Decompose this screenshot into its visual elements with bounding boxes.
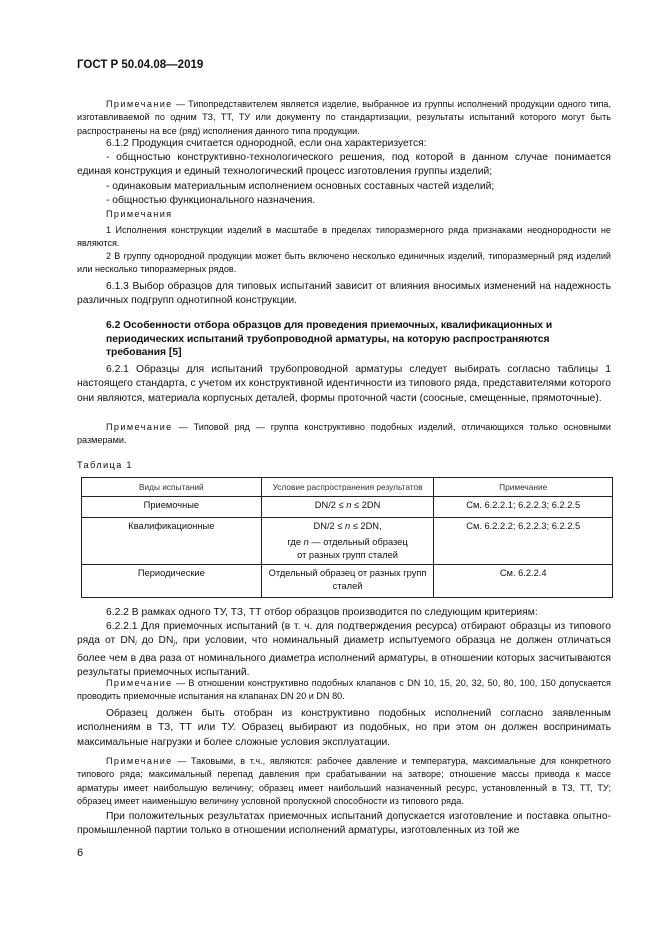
note-1: 1 Исполнения конструкции изделий в масштабе в пределах типоразмерного ряда признаками неоднородности не являются.	[77, 225, 611, 249]
note-label: Примечание	[106, 756, 173, 766]
cell-test-type: Периодические	[82, 565, 262, 598]
table-caption: Таблица 1	[77, 460, 133, 470]
list-item: - одинаковым материальным исполнением основных составных частей изделий;	[106, 181, 495, 192]
condition-text: где	[287, 537, 304, 547]
condition-text: ≤ 2DN,	[350, 521, 382, 531]
header-test-types: Виды испытаний	[82, 478, 262, 497]
condition-line	[266, 536, 430, 549]
para-text: , при условии, что номинальный диаметр испытуемого образца не должен отличаться более чем в два раза от номинального диаметра исполнений арматуры, в отношении которых засчитываются результаты приемочных испытаний.	[77, 635, 611, 679]
cell-condition	[261, 518, 434, 565]
notes-label: Примечания	[106, 209, 173, 219]
para-6-1-2-intro: 6.1.2 Продукция считается однородной, если она характеризуется:	[106, 138, 427, 149]
note-label: Примечание	[106, 678, 173, 688]
cell-condition: Отдельный образец от разных групп сталей	[261, 565, 434, 598]
para-sample: Образец должен быть отобран из конструктивно подобных исполнений согласно заявленным исполнениям в ТЗ, ТТ или ТУ. Образец выбирают из подобных, но при этом он должен воспринимать максимальные нагрузки и более сложные условия эксплуатации.	[77, 708, 611, 748]
para-text: до DN	[136, 635, 174, 647]
list-item: - общностью конструктивно-технологического решения, под которой в данном случае понимается единая конструкция и единый технологический процесс изготовления группы изделий;	[77, 152, 611, 178]
para-6-2-2-1	[77, 620, 611, 681]
subscript: j	[173, 640, 175, 648]
condition-text: — отдельный образец	[308, 537, 408, 547]
note-text: — Таковыми, в т.ч., являются: рабочее давление и температура, максимальные для конкретного типового ряда; максимальный перепад давления при срабатывании на затворе; отношение массы привода к массе арматуры имеет наибольшую величину; образец имеет наибольший назначенный ресурс, установленный в ТЗ, ТТ, ТУ; образец имеет наименьшую величину условной пропускной способности из типового ряда.	[77, 756, 611, 806]
para-6-2-2: 6.2.2 В рамках одного ТУ, ТЗ, ТТ отбор образцов производится по следующим критериям:	[106, 607, 538, 618]
header-condition: Условие распространения результатов	[261, 478, 434, 497]
note-type-row	[77, 421, 611, 448]
note-text: — Типопредставителем является изделие, выбранное из группы исполнений продукции одного типа, изготавливаемой по одним ТЗ, ТТ, ТУ или документу по стандартизации, результаты испытаний которого могут быть распространены на все (ряд) исполнения данного типа продукции.	[77, 99, 611, 136]
para-text: 6.2.2.1 Для приемочных испытаний (в т. ч. для подтверждения ресурса) отбирают образцы из типового ряда от DN	[77, 621, 611, 647]
note-text: — В отношении конструктивно подобных клапанов с DN 10, 15, 20, 32, 50, 80, 100, 150 допускается проводить приемочные испытания на клапанах DN 20 и DN 80.	[77, 678, 611, 702]
note-2: 2 В группу однородной продукции может быть включено несколько единичных изделий, типоразмерный ряд изделий или несколько типоразмерных рядов.	[77, 251, 611, 275]
cell-test-type: Приемочные	[82, 497, 262, 518]
note-conditions	[77, 755, 611, 808]
condition-line: от разных групп сталей	[297, 550, 398, 560]
note-label: Примечание	[106, 99, 173, 109]
para-6-2-1: 6.2.1 Образцы для испытаний трубопроводной арматуры следует выбирать согласно таблицы 1 настоящего стандарта, с учетом их конструктивной идентичности из типового ряда, представителями которого они являются, материала корпусных деталей, формы проточной части (соосные, смещенные, прямоточные).	[77, 364, 611, 404]
note-type-representative	[77, 98, 611, 138]
cell-condition	[261, 497, 434, 518]
condition-var: n	[344, 521, 351, 531]
header-note: Примечание	[434, 478, 613, 497]
cell-note: См. 6.2.2.2; 6.2.2.3; 6.2.2.5	[434, 518, 613, 565]
document-header: ГОСТ Р 50.04.08—2019	[77, 59, 204, 71]
table-row	[82, 518, 613, 565]
condition-line	[266, 520, 430, 533]
condition-var: n	[303, 537, 309, 547]
condition-text: DN/2 ≤	[313, 521, 345, 531]
para-6-1-3: 6.1.3 Выбор образцов для типовых испытаний зависит от влияния вносимых изменений на надежность различных подгрупп однотипной конструкции.	[77, 281, 611, 307]
cell-note: См. 6.2.2.1; 6.2.2.3; 6.2.2.5	[434, 497, 613, 518]
table-row	[82, 565, 613, 598]
condition-text: ≤ 2DN	[351, 500, 381, 510]
sampling-table	[81, 477, 613, 598]
table-row	[82, 497, 613, 518]
cell-note: См. 6.2.2.4	[434, 565, 613, 598]
subscript: i	[135, 640, 137, 648]
list-item: - общностью функционального назначения.	[106, 195, 316, 206]
cell-test-type: Квалификационные	[82, 518, 262, 565]
page-number: 6	[77, 847, 84, 859]
condition-var: n	[346, 500, 352, 510]
section-heading-6-2: 6.2 Особенности отбора образцов для проведения приемочных, квалификационных и периодических испытаний трубопроводной арматуры, на которую распространяются требования [5]	[106, 320, 553, 358]
note-text: — Типовой ряд — группа конструктивно подобных изделий, отличающихся только основными размерами.	[77, 422, 611, 446]
table-header-row	[82, 478, 613, 497]
para-positive-results: При положительных результатах приемочных испытаний допускается изготовление и поставка опытно-промышленной партии только в отношении исполнений арматуры, изготовленных из той же	[77, 811, 611, 837]
note-label: Примечание	[106, 422, 173, 432]
condition-text: DN/2 ≤	[314, 500, 347, 510]
note-valves	[77, 677, 611, 704]
